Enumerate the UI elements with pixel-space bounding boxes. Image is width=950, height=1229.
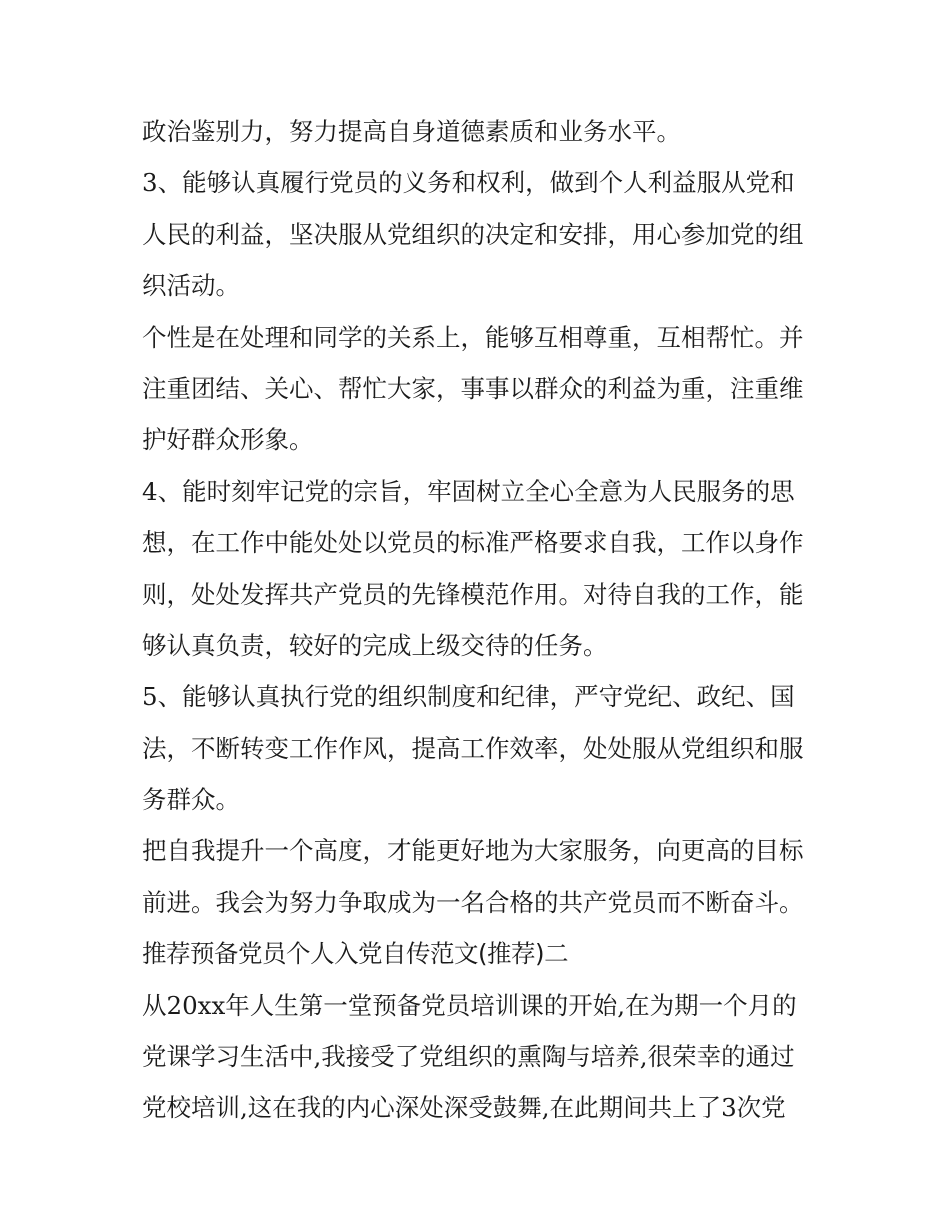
text-line: 则，处处发挥共产党员的先锋模范作用。对待自我的工作，能 bbox=[142, 579, 804, 609]
text-line: 前进。我会为努力争取成为一名合格的共产党员而不断奋斗。 bbox=[142, 887, 804, 917]
section-heading: 推荐预备党员个人入党自传范文(推荐)二 bbox=[142, 939, 569, 969]
text-line: 5、能够认真执行党的组织制度和纪律，严守党纪、政纪、国 bbox=[142, 682, 795, 712]
document-body bbox=[142, 106, 822, 1134]
text-line: 党课学习生活中,我接受了党组织的熏陶与培养,很荣幸的通过 bbox=[142, 1042, 795, 1072]
text-line: 务群众。 bbox=[142, 785, 240, 815]
text-line: 想，在工作中能处处以党员的标准严格要求自我，工作以身作 bbox=[142, 528, 804, 558]
text-line: 法，不断转变工作作风，提高工作效率，处处服从党组织和服 bbox=[142, 733, 804, 763]
text-line: 护好群众形象。 bbox=[142, 425, 314, 455]
text-line: 把自我提升一个高度，才能更好地为大家服务，向更高的目标 bbox=[142, 836, 804, 866]
text-line: 政治鉴别力，努力提高自身道德素质和业务水平。 bbox=[142, 117, 681, 146]
text-line: 3、能够认真履行党员的义务和权利，做到个人利益服从党和 bbox=[142, 168, 795, 198]
text-line: 够认真负责，较好的完成上级交待的任务。 bbox=[142, 630, 608, 660]
text-line: 4、能时刻牢记党的宗旨，牢固树立全心全意为人民服务的思 bbox=[142, 476, 795, 506]
text-line: 个性是在处理和同学的关系上，能够互相尊重，互相帮忙。并 bbox=[142, 322, 804, 352]
text-line: 织活动。 bbox=[142, 271, 240, 301]
text-line: 从20xx年人生第一堂预备党员培训课的开始,在为期一个月的 bbox=[142, 990, 797, 1020]
text-line: 注重团结、关心、帮忙大家，事事以群众的利益为重，注重维 bbox=[142, 373, 804, 403]
text-line: 人民的利益，坚决服从党组织的决定和安排，用心参加党的组 bbox=[142, 219, 804, 249]
text-line: 党校培训,这在我的内心深处深受鼓舞,在此期间共上了3次党 bbox=[142, 1093, 786, 1123]
